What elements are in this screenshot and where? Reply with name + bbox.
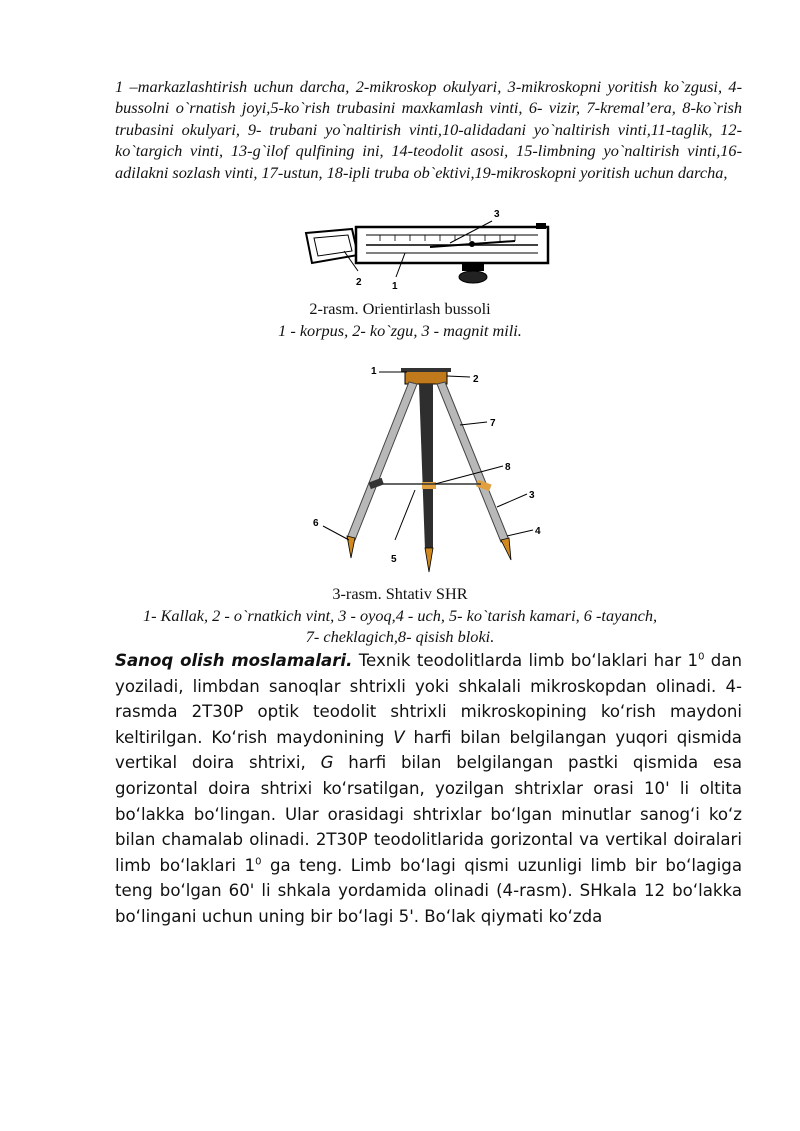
tripod-label-2: 2 [473, 374, 479, 385]
compass-label-1: 1 [392, 281, 398, 292]
tripod-label-6: 6 [313, 518, 319, 529]
tripod-label-4: 4 [535, 526, 541, 537]
degree-mark-2: 0 [255, 856, 262, 868]
tripod-label-3: 3 [529, 490, 535, 501]
section-heading: Sanoq olish moslamalari. [115, 651, 353, 670]
compass-label-3: 3 [494, 209, 500, 220]
tripod-label-1: 1 [371, 366, 377, 377]
body-paragraph [115, 648, 742, 930]
figure3-caption: 3-rasm. Shtativ SHR [332, 584, 468, 603]
letter-v: V [393, 727, 405, 747]
tripod-label-7: 7 [490, 418, 496, 429]
body-text-3: harfi bilan belgilangan yuqori qismida vertikal doira shtrixi, [115, 727, 742, 773]
compass-illustration [300, 205, 560, 295]
figure1-legend: 1 –markazlashtirish uchun darcha, 2-mikroskop okulyari, 3-mikroskopni yoritish ko`zgusi, 4-bussolni o`rnatish joyi,5-ko`rish trubasini maxkamlash vinti, 6- vizir, 7-kremal’era, 8-ko`rish trubasini okulyari, 9- trubani yo`naltirish vinti,10-alidadani yo`naltirish vinti,11-taglik, 12-ko`targich vinti, 13-g`ilof qulfining ini, 14-teodolit asosi, 15-limbning yo`naltirish vinti,16-adilakni sozlash vinti, 17-ustun, 18-ipli truba ob`ektivi,19-mikroskopni yoritish uchun darcha, [115, 77, 742, 182]
compass-label-2: 2 [356, 277, 362, 288]
body-text-1: Texnik teodolitlarda limb boʻlaklari har 1 [352, 651, 699, 670]
body-text-2: dan yoziladi, limbdan sanoqlar shtrixli yoki shkalali mikroskopdan olinadi. 4- rasmda 2T30P optik teodolit shtrixli mikroskopining koʻrish maydoni keltirilgan. Koʻrish maydonining [115, 651, 742, 747]
tripod-label-8: 8 [505, 462, 511, 473]
body-text-4: harfi bilan belgilangan pastki qismida esa gorizontal doira shtrixi koʻrsatilgan, yozilgan shtrixlar orasi 10' li oltita boʻlakka boʻlingan. Ular orasidagi shtrixlar boʻlgan minutlar sanogʻi koʻz bilan chamalab olinadi. 2T30P teodolitlarida gorizontal va vertikal doiralari limb boʻlaklari 1 [115, 753, 742, 875]
tripod-label-5: 5 [391, 554, 397, 565]
figure3-subcaption-line2: 7- cheklagich,8- qisish bloki. [305, 627, 495, 646]
compass-figure [300, 205, 560, 295]
tripod-figure [305, 360, 555, 575]
tripod-illustration [305, 360, 555, 575]
figure2-caption: 2-rasm. Orientirlash bussoli [309, 299, 491, 318]
figure3-subcaption-line1: 1- Kallak, 2 - o`rnatkich vint, 3 - oyoq,4 - uch, 5- ko`tarish kamari, 6 -tayanch, [142, 606, 658, 625]
body-text-5: ga teng. Limb boʻlagi qismi uzunligi limb bir boʻlagiga teng boʻlgan 60' li shkala yordamida olinadi (4-rasm). SHkala 12 boʻlakka boʻlingani uchun uning bir boʻlagi 5'. Boʻlak qiymati koʻzda [115, 855, 742, 926]
figure2-subcaption: 1 - korpus, 2- ko`zgu, 3 - magnit mili. [278, 321, 522, 340]
degree-mark-1: 0 [698, 651, 705, 663]
letter-g: G [320, 753, 334, 773]
